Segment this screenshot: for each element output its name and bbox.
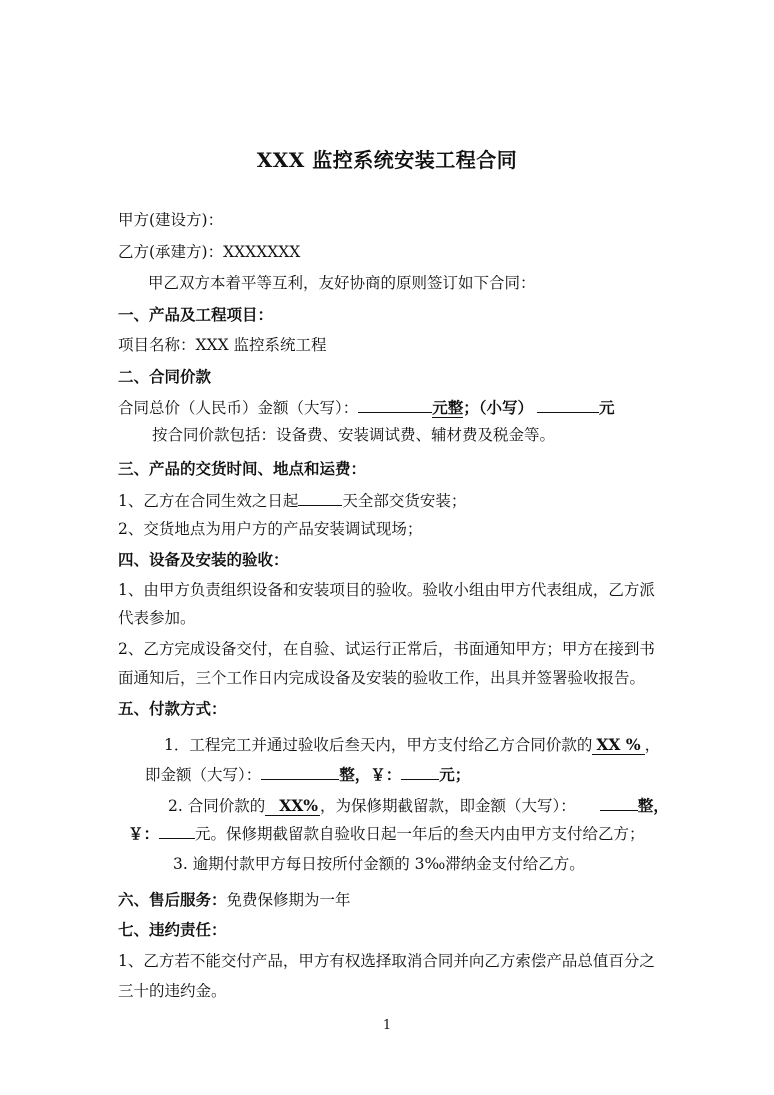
section-4-heading: 四、设备及安装的验收： (118, 550, 289, 569)
payment-1-amount-label: 即金额（大写）： (145, 766, 262, 784)
payment-2-lower-blank[interactable] (159, 822, 195, 839)
payment-1-unit: 元； (439, 765, 471, 784)
project-name-line: 项目名称：XXX 监控系统工程 (118, 336, 327, 354)
intro-paragraph: 甲乙双方本着平等互利，友好协商的原则签订如下合同： (148, 274, 536, 292)
payment-2-suffix: 元。保修期截留款自验收日起一年后的叁天内由甲方支付给乙方； (195, 825, 645, 843)
page-number: 1 (382, 1018, 392, 1033)
warranty-text: 免费保修期为一年 (226, 891, 351, 909)
payment-1-line-1 (164, 735, 660, 755)
payment-2-mid: ，为保修期截留款，即金额（大写）： (320, 797, 576, 815)
party-a-line: 甲方(建设方)： (118, 211, 224, 229)
payment-1-yen: ，￥： (354, 765, 402, 784)
breach-item-1-line-1: 1、乙方若不能交付产品，甲方有权选择取消合同并向乙方索偿产品总值百分之 (118, 952, 655, 970)
price-lower-blank[interactable] (537, 396, 599, 413)
contract-price-line (118, 396, 615, 418)
price-mid-label: ；（小写） (463, 398, 534, 417)
payment-1-upper-blank[interactable] (261, 763, 339, 780)
payment-1-line-2 (145, 763, 470, 785)
breach-item-1-line-2: 三十的违约金。 (118, 982, 227, 1000)
delivery-days-blank[interactable] (298, 489, 342, 506)
price-lower-unit: 元 (599, 398, 615, 417)
payment-2-percent: XX% (265, 796, 320, 816)
payment-2-line-1 (168, 794, 669, 816)
acceptance-item-1-line-1: 1、由甲方负责组织设备和安装项目的验收。验收小组由甲方代表组成，乙方派 (118, 581, 655, 599)
payment-1-percent: XX % (592, 735, 644, 755)
payment-1-lower-blank[interactable] (401, 763, 439, 780)
delivery-time-line (118, 489, 466, 511)
payment-2-yen: ￥： (128, 824, 160, 843)
section-6-heading: 六、售后服务： (118, 890, 227, 909)
acceptance-item-2-line-2: 面通知后，三个工作日内完成设备及安装的验收工作，出具并签署验收报告。 (118, 669, 646, 687)
payment-1-whole: 整 (339, 765, 355, 784)
section-3-heading: 三、产品的交货时间、地点和运费： (118, 459, 367, 478)
delivery-place-line: 2、交货地点为用户方的产品安装调试现场； (118, 520, 423, 538)
acceptance-item-1-line-2: 代表参加。 (118, 609, 196, 627)
section-7-heading: 七、违约责任： (118, 920, 227, 939)
section-2-heading: 二、合同价款 (118, 367, 212, 386)
payment-2-line-2 (128, 822, 645, 844)
payment-2-prefix: 2. 合同价款的 (168, 797, 266, 815)
price-includes-line: 按合同价款包括：设备费、安装调试费、辅材费及税金等。 (152, 426, 556, 444)
payment-3-line: 3. 逾期付款甲方每日按所付金额的 3‰滞纳金支付给乙方。 (173, 855, 585, 873)
payment-1-comma: ， (644, 736, 661, 754)
price-label: 合同总价（人民币）金额（大写）： (118, 399, 359, 417)
delivery-time-prefix: 1、乙方在合同生效之日起 (118, 492, 299, 510)
payment-1-prefix: 1．工程完工并通过验收后叁天内，甲方支付给乙方合同价款的 (164, 736, 593, 754)
party-b-line: 乙方(承建方)：XXXXXXX (118, 243, 301, 261)
delivery-time-suffix: 天全部交货安装； (342, 492, 467, 510)
price-upper-blank[interactable] (358, 396, 432, 413)
section-6-line (118, 890, 351, 910)
payment-2-whole: 整， (637, 796, 669, 815)
acceptance-item-2-line-1: 2、乙方完成设备交付，在自验、试运行正常后，书面通知甲方；甲方在接到书 (118, 640, 655, 658)
price-upper-unit: 元整 (432, 398, 464, 417)
section-1-heading: 一、产品及工程项目： (118, 305, 274, 324)
document-title: XXX 监控系统安装工程合同 (256, 148, 518, 172)
section-5-heading: 五、付款方式： (118, 699, 227, 718)
payment-2-upper-blank[interactable] (600, 794, 638, 811)
